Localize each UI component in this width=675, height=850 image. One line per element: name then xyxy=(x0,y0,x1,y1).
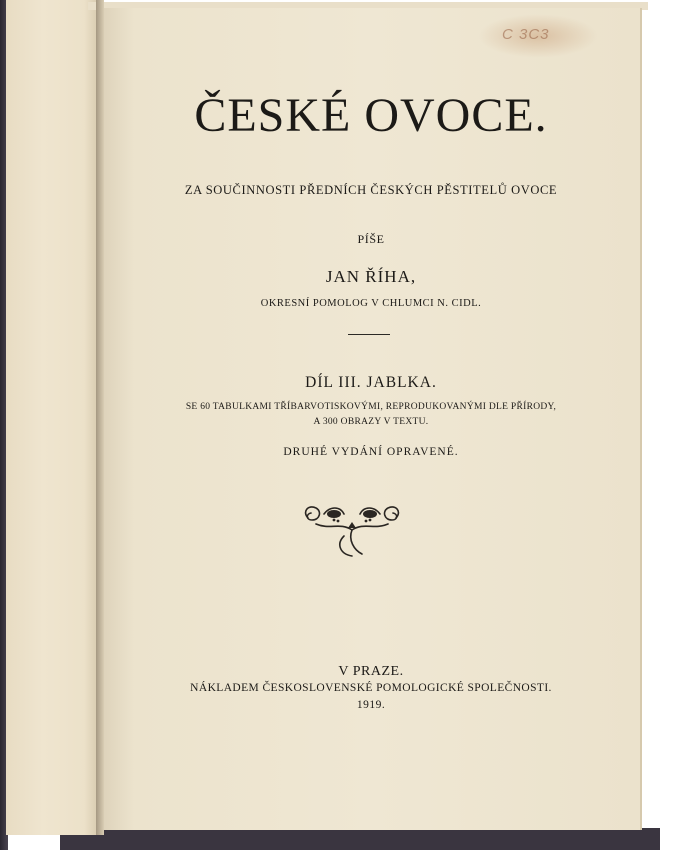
byline-label: PÍŠE xyxy=(357,232,385,246)
volume-description-line1: SE 60 TABULKAMI TŘÍBARVOTISKOVÝMI, REPRODUKOVANÝMI DLE PŘÍRODY, xyxy=(185,402,557,412)
imprint-place: V PRAZE. xyxy=(338,664,404,679)
volume-description-line2: A 300 OBRAZY V TEXTU. xyxy=(313,417,429,427)
book-subtitle: ZA SOUČINNOSTI PŘEDNÍCH ČESKÝCH PĚSTITELŮ OVOCE xyxy=(184,183,558,197)
floral-vignette-icon xyxy=(300,500,404,560)
book-title: ČESKÉ OVOCE. xyxy=(194,89,548,142)
imprint-year: 1919. xyxy=(356,699,386,711)
author-role: OKRESNÍ POMOLOG V CHLUMCI N. CIDL. xyxy=(260,298,482,309)
imprint-publisher: NÁKLADEM ČESKOSLOVENSKÉ POMOLOGICKÉ SPOLEČNOSTI. xyxy=(190,682,552,694)
volume-title: DÍL III. JABLKA. xyxy=(305,374,437,391)
book-cover-edge xyxy=(60,828,660,850)
left-page xyxy=(6,0,99,835)
author-name: JAN ŘÍHA, xyxy=(325,267,417,286)
divider-rule xyxy=(348,334,390,335)
library-stamp: C 3C3 xyxy=(478,14,598,58)
edition-note: DRUHÉ VYDÁNÍ OPRAVENÉ. xyxy=(283,446,459,458)
